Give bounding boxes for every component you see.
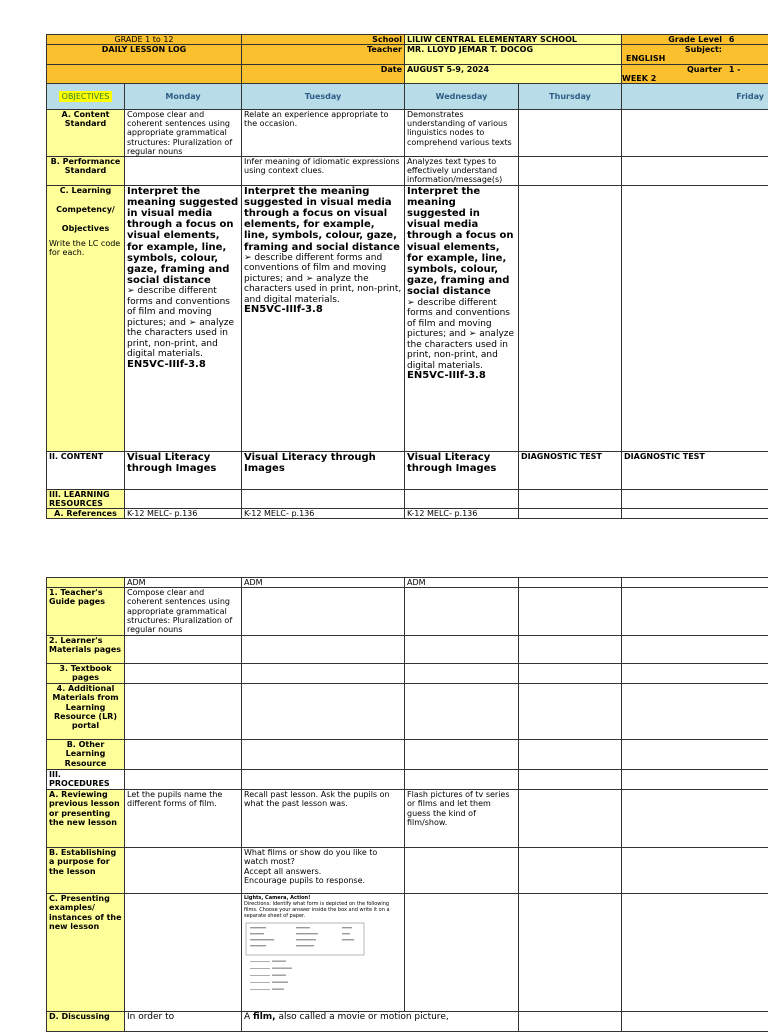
lc-monday-bold: Interpret the meaning suggested in visual media through a focus on visual elements, for example, line, symbols, colour, gaze, framing and social distance: [127, 186, 239, 287]
content-monday: Visual Literacy through Images: [125, 451, 242, 489]
monday-header: Monday: [125, 84, 242, 110]
grade-level-label: Grade Level: [622, 35, 722, 44]
lc-monday-rest: ➢ describe different forms and conventions of film and moving pictures; and ➢ analyze the characters used in print, non-print, and digital materials.: [127, 286, 239, 360]
lm-monday: [125, 636, 242, 664]
lr-tuesday: [242, 489, 405, 508]
content-label: II. CONTENT: [47, 451, 125, 489]
friday-header: Friday: [622, 84, 768, 110]
lc-wednesday-rest: ➢ describe different forms and conventions of film and moving pictures; and ➢ analyze the characters used in print, non-print, and digital materials.: [407, 298, 516, 372]
am-thursday: [519, 684, 622, 740]
teachers-guide-tuesday: [242, 588, 405, 636]
content-wednesday: Visual Literacy through Images: [405, 451, 519, 489]
presenting-monday: [125, 894, 242, 1012]
am-friday: [622, 684, 768, 740]
discussing-label: D. Discussing: [47, 1012, 125, 1032]
lc-label-3: Objectives: [49, 224, 122, 233]
lc-monday-code: EN5VC-IIIf-3.8: [127, 360, 239, 369]
reviewing-wednesday: Flash pictures of tv series or films and let them guess the kind of film/show.: [405, 790, 519, 848]
am-tuesday: [242, 684, 405, 740]
thursday-header: Thursday: [519, 84, 622, 110]
adm-monday: ADM: [125, 578, 242, 588]
reviewing-thursday: [519, 790, 622, 848]
teachers-guide-friday: [622, 588, 768, 636]
reviewing-friday: [622, 790, 768, 848]
quarter-label: Quarter: [622, 65, 722, 74]
quarter-field: [622, 64, 768, 83]
presenting-label: C. Presenting examples/ instances of the new lesson: [47, 894, 125, 1012]
school-label: School: [242, 35, 405, 45]
adm-friday: [622, 578, 768, 588]
lm-wednesday: [405, 636, 519, 664]
objectives-header: [47, 84, 125, 110]
lesson-log-table-page2: [46, 577, 768, 1032]
school-value: LILIW CENTRAL ELEMENTARY SCHOOL: [405, 35, 622, 45]
establishing-tuesday: [242, 848, 405, 894]
film-forms-worksheet-image: [244, 921, 366, 997]
date-label: Date: [242, 64, 405, 83]
discussing-tuesday-pre: A: [244, 1012, 253, 1022]
tuesday-header: Tuesday: [242, 84, 405, 110]
lr-friday: [622, 489, 768, 508]
references-friday: [622, 509, 768, 519]
reviewing-monday: Let the pupils name the different forms of film.: [125, 790, 242, 848]
lc-label-2: Competency/: [49, 205, 122, 214]
content-thursday: DIAGNOSTIC TEST: [519, 451, 622, 489]
adm-wednesday: ADM: [405, 578, 519, 588]
performance-standard-tuesday: Infer meaning of idiomatic expressions using context clues.: [242, 157, 405, 186]
objectives-label: OBJECTIVES: [59, 91, 113, 102]
tb-monday: [125, 664, 242, 684]
teachers-guide-wednesday: [405, 588, 519, 636]
lesson-log-table-page1: [46, 34, 768, 519]
subject-label: Subject:: [622, 45, 722, 54]
lr-wednesday: [405, 489, 519, 508]
references-tuesday: K-12 MELC- p.136: [242, 509, 405, 519]
establishing-tuesday-line2: Accept all answers.: [244, 867, 402, 876]
lr-monday: [125, 489, 242, 508]
content-standard-wednesday: Demonstrates understanding of various linguistics nodes to comprehend various texts: [405, 110, 519, 157]
content-standard-friday: [622, 110, 768, 157]
lc-wednesday-bold: Interpret the meaning suggested in visual media through a focus on visual elements, for example, line, symbols, colour, gaze, framing and social distance: [407, 186, 516, 298]
presenting-directions: Directions: Identify what form is depicted on the following films. Choose your answer inside the box and write it on a separate sheet of paper.: [244, 901, 402, 919]
lm-thursday: [519, 636, 622, 664]
learning-competency-friday: [622, 185, 768, 451]
content-friday: DIAGNOSTIC TEST: [622, 451, 768, 489]
lm-tuesday: [242, 636, 405, 664]
tb-thursday: [519, 664, 622, 684]
teachers-guide-label: 1. Teacher's Guide pages: [47, 588, 125, 636]
establishing-monday: [125, 848, 242, 894]
wednesday-header: Wednesday: [405, 84, 519, 110]
learning-resources-label: III. LEARNING RESOURCES: [47, 489, 125, 508]
discussing-tuesday: [242, 1012, 519, 1032]
or-wednesday: [405, 740, 519, 770]
presenting-friday: [622, 894, 768, 1012]
or-tuesday: [242, 740, 405, 770]
presenting-thursday: [519, 894, 622, 1012]
discussing-monday: In order to: [125, 1012, 242, 1032]
content-standard-label: A. Content Standard: [47, 110, 125, 157]
lr-thursday: [519, 489, 622, 508]
date-value: AUGUST 5-9, 2024: [405, 64, 622, 83]
tb-friday: [622, 664, 768, 684]
learning-competency-monday: [125, 185, 242, 451]
learning-competency-wednesday: [405, 185, 519, 451]
lm-friday: [622, 636, 768, 664]
presenting-tuesday: [242, 894, 405, 1012]
am-wednesday: [405, 684, 519, 740]
lc-tuesday-code: EN5VC-IIIf-3.8: [244, 305, 402, 314]
teacher-label: Teacher: [242, 45, 405, 64]
content-standard-thursday: [519, 110, 622, 157]
header-blank: [47, 64, 242, 83]
adm-blank: [47, 578, 125, 588]
references-thursday: [519, 509, 622, 519]
subject-field: [622, 45, 768, 64]
learning-competency-tuesday: [242, 185, 405, 451]
proc-monday: [125, 770, 242, 790]
presenting-title: Lights, Camera, Action!: [244, 895, 402, 901]
teacher-value: MR. LLOYD JEMAR T. DOCOG: [405, 45, 622, 64]
establishing-thursday: [519, 848, 622, 894]
am-monday: [125, 684, 242, 740]
procedures-label: III. PROCEDURES: [47, 770, 125, 790]
content-standard-tuesday: Relate an experience appropriate to the occasion.: [242, 110, 405, 157]
establishing-wednesday: [405, 848, 519, 894]
tb-wednesday: [405, 664, 519, 684]
performance-standard-monday: [125, 157, 242, 186]
other-resources-label: B. Other Learning Resource: [47, 740, 125, 770]
reviewing-label: A. Reviewing previous lesson or presenting the new lesson: [47, 790, 125, 848]
learning-competency-thursday: [519, 185, 622, 451]
discussing-thursday: [519, 1012, 622, 1032]
presenting-wednesday: [405, 894, 519, 1012]
or-friday: [622, 740, 768, 770]
discussing-tuesday-post: also called a movie or motion picture,: [276, 1012, 449, 1022]
grade-level-value: 6: [725, 35, 735, 44]
performance-standard-label: B. Performance Standard: [47, 157, 125, 186]
establishing-tuesday-line3: Encourage pupils to response.: [244, 876, 402, 885]
teachers-guide-monday: Compose clear and coherent sentences using appropriate grammatical structures: Pluralization of regular nouns: [125, 588, 242, 636]
lc-wednesday-code: EN5VC-IIIf-3.8: [407, 371, 516, 380]
reviewing-tuesday: Recall past lesson. Ask the pupils on what the past lesson was.: [242, 790, 405, 848]
references-monday: K-12 MELC- p.136: [125, 509, 242, 519]
discussing-friday: [622, 1012, 768, 1032]
grade-range: GRADE 1 to 12: [47, 35, 242, 45]
tb-tuesday: [242, 664, 405, 684]
lc-label-note: Write the LC code for each.: [49, 239, 122, 257]
lc-label-1: C. Learning: [49, 186, 122, 195]
references-label: A. References: [47, 509, 125, 519]
performance-standard-thursday: [519, 157, 622, 186]
teachers-guide-thursday: [519, 588, 622, 636]
proc-thursday: [519, 770, 622, 790]
learning-competency-label: [47, 185, 125, 451]
establishing-label: B. Establishing a purpose for the lesson: [47, 848, 125, 894]
content-standard-monday: Compose clear and coherent sentences using appropriate grammatical structures: Pluralization of regular nouns: [125, 110, 242, 157]
proc-friday: [622, 770, 768, 790]
proc-wednesday: [405, 770, 519, 790]
learners-materials-label: 2. Learner's Materials pages: [47, 636, 125, 664]
establishing-friday: [622, 848, 768, 894]
log-title: DAILY LESSON LOG: [47, 45, 242, 64]
performance-standard-wednesday: Analyzes text types to effectively understand information/message(s): [405, 157, 519, 186]
additional-materials-label: 4. Additional Materials from Learning Resource (LR) portal: [47, 684, 125, 740]
quarter-value: 1 - WEEK 2: [622, 65, 740, 83]
proc-tuesday: [242, 770, 405, 790]
or-thursday: [519, 740, 622, 770]
references-wednesday: K-12 MELC- p.136: [405, 509, 519, 519]
lc-tuesday-rest: ➢ describe different forms and conventions of film and moving pictures; and ➢ analyze the characters used in print, non-print, and digital materials.: [244, 253, 402, 306]
adm-tuesday: ADM: [242, 578, 405, 588]
textbook-label: 3. Textbook pages: [47, 664, 125, 684]
content-tuesday: Visual Literacy through Images: [242, 451, 405, 489]
or-monday: [125, 740, 242, 770]
establishing-tuesday-line1: What films or show do you like to watch most?: [244, 848, 402, 866]
performance-standard-friday: [622, 157, 768, 186]
adm-thursday: [519, 578, 622, 588]
subject-value: ENGLISH: [622, 54, 665, 63]
discussing-tuesday-bold: film,: [253, 1012, 276, 1022]
lc-tuesday-bold: Interpret the meaning suggested in visual media through a focus on visual elements, for example, line, symbols, colour, gaze, framing and social distance: [244, 186, 402, 253]
grade-level-field: [622, 35, 768, 45]
